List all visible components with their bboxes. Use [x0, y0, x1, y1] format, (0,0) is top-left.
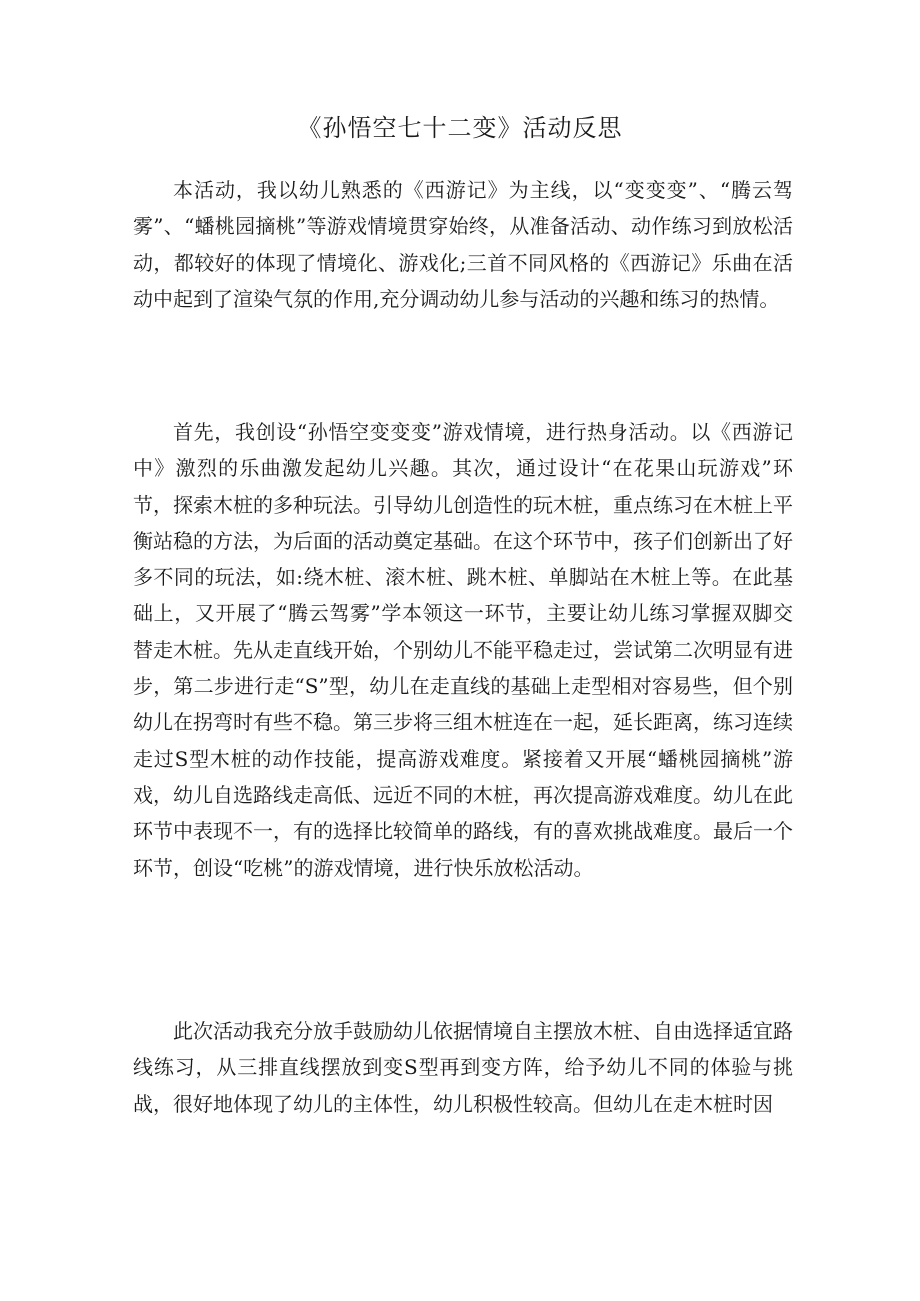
document-title: 《孙悟空七十二变》活动反思	[297, 114, 623, 142]
paragraph-process: 首先，我创设“孙悟空变变变”游戏情境，进行热身活动。以《西游记中》激烈的乐曲激发起幼儿兴趣。其次，通过设计“在花果山玩游戏”环节，探索木桩的多种玩法。引导幼儿创造性的玩木桩，重点练习在木桩上平衡站稳的方法，为后面的活动奠定基础。在这个环节中，孩子们创新出了好多不同的玩法，如:绕木桩、滚木桩、跳木桩、单脚站在木桩上等。在此基础上，又开展了“腾云驾雾”学本领这一环节，主要让幼儿练习掌握双脚交替走木桩。先从走直线开始，个别幼儿不能平稳走过，尝试第二次明显有进步，第二步进行走“S”型，幼儿在走直线的基础上走型相对容易些，但个别幼儿在拐弯时有些不稳。第三步将三组木桩连在一起，延长距离，练习连续走过S型木桩的动作技能，提高游戏难度。紧接着又开展“蟠桃园摘桃”游戏，幼儿自选路线走高低、远近不同的木桩，再次提高游戏难度。幼儿在此环节中表现不一，有的选择比较简单的路线，有的喜欢挑战难度。最后一个环节，创设“吃桃”的游戏情境，进行快乐放松活动。	[133, 420, 793, 880]
paragraph-intro: 本活动，我以幼儿熟悉的《西游记》为主线，以“变变变”、“腾云驾雾”、“蟠桃园摘桃”等游戏情境贯穿始终，从准备活动、动作练习到放松活动，都较好的体现了情境化、游戏化;三首不同风格的《西游记》乐曲在活动中起到了渲染气氛的作用,充分调动幼儿参与活动的兴趣和练习的热情。	[133, 178, 793, 311]
paragraph-reflection: 此次活动我充分放手鼓励幼儿依据情境自主摆放木桩、自由选择适宜路线练习，从三排直线摆放到变S型再到变方阵，给予幼儿不同的体验与挑战，很好地体现了幼儿的主体性，幼儿积极性较高。但幼儿在走木桩时因	[133, 1019, 793, 1116]
